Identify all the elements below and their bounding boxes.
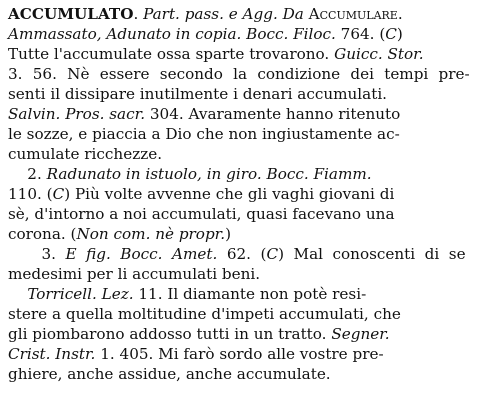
italic-run: Non com. nè propr. (76, 225, 226, 243)
italic-run: Torricell. Lez. (27, 285, 134, 303)
text-run: 62. ( (217, 245, 267, 263)
italic-run: Guicc. Stor. (334, 45, 424, 63)
text-run: ) (225, 225, 232, 243)
text-run: gli piombarono addosso tutti in un tratto. (8, 325, 332, 343)
entry-line (8, 104, 472, 124)
entry-line (8, 84, 472, 104)
entry-line (8, 304, 472, 324)
entry-line (8, 184, 472, 204)
text-run: 110. ( (8, 185, 53, 203)
italic-run: C (266, 245, 279, 263)
entry-line (8, 144, 472, 164)
text-run: sè, d'intorno a noi accumulati, quasi facevano una (8, 205, 395, 223)
entry-line (8, 124, 472, 144)
headword: ACCUMULATO (8, 5, 134, 23)
text-run (8, 285, 27, 303)
entry-line (8, 204, 472, 224)
entry-text-block (8, 4, 472, 384)
dictionary-entry (8, 4, 472, 384)
text-run: 11. Il diamante non potè resi- (133, 285, 367, 303)
text-run: . (133, 5, 144, 23)
text-run: ghiere, anche assidue, anche accumulate. (8, 365, 331, 383)
small-caps-run: Accumulare. (308, 5, 403, 23)
entry-line (8, 224, 472, 244)
text-run: 3. (8, 245, 66, 263)
italic-run: Ammassato, Adunato in copia. Bocc. Filoc. (8, 25, 336, 43)
italic-run: Salvin. Pros. sacr. (8, 105, 146, 123)
entry-line (8, 164, 472, 184)
text-run: ) (396, 25, 403, 43)
italic-run: Segner. (331, 325, 390, 343)
text-run: Tutte l'accumulate ossa sparte trovarono. (8, 45, 335, 63)
entry-line (8, 364, 472, 384)
entry-line (8, 284, 472, 304)
text-run: ) Mal conoscenti di se (278, 245, 466, 263)
text-run: le sozze, e piaccia a Dio che non ingiustamente ac- (8, 125, 400, 143)
entry-line (8, 44, 472, 64)
text-run: ) Più volte avvenne che gli vaghi giovani di (64, 185, 395, 203)
entry-line (8, 324, 472, 344)
italic-run: Crist. Instr. (8, 345, 96, 363)
text-run: cumulate ricchezze. (8, 145, 163, 163)
italic-run: Part. pass. e Agg. Da (143, 5, 309, 23)
entry-line (8, 344, 472, 364)
entry-line (8, 4, 472, 24)
text-run: corona. ( (8, 225, 77, 243)
text-run: 3. 56. Nè essere secondo la condizione dei tempi pre- (8, 65, 470, 83)
text-run: 1. 405. Mi farò sordo alle vostre pre- (95, 345, 384, 363)
entry-line (8, 264, 472, 284)
text-run: stere a quella moltitudine d'impeti accumulati, che (8, 305, 401, 323)
italic-run: C (52, 185, 65, 203)
text-run: medesimi per li accumulati beni. (8, 265, 261, 283)
text-run: 764. ( (335, 25, 386, 43)
italic-run: E fig. Bocc. Amet. (65, 245, 218, 263)
italic-run: Radunato in istuolo, in giro. Bocc. Fiamm. (46, 165, 372, 183)
entry-line (8, 244, 472, 264)
italic-run: C (385, 25, 397, 43)
entry-line (8, 64, 472, 84)
text-run: senti il dissipare inutilmente i denari accumulati. (8, 85, 388, 103)
text-run: 2. (8, 165, 47, 183)
entry-line (8, 24, 472, 44)
text-run: 304. Avaramente hanno ritenuto (145, 105, 401, 123)
